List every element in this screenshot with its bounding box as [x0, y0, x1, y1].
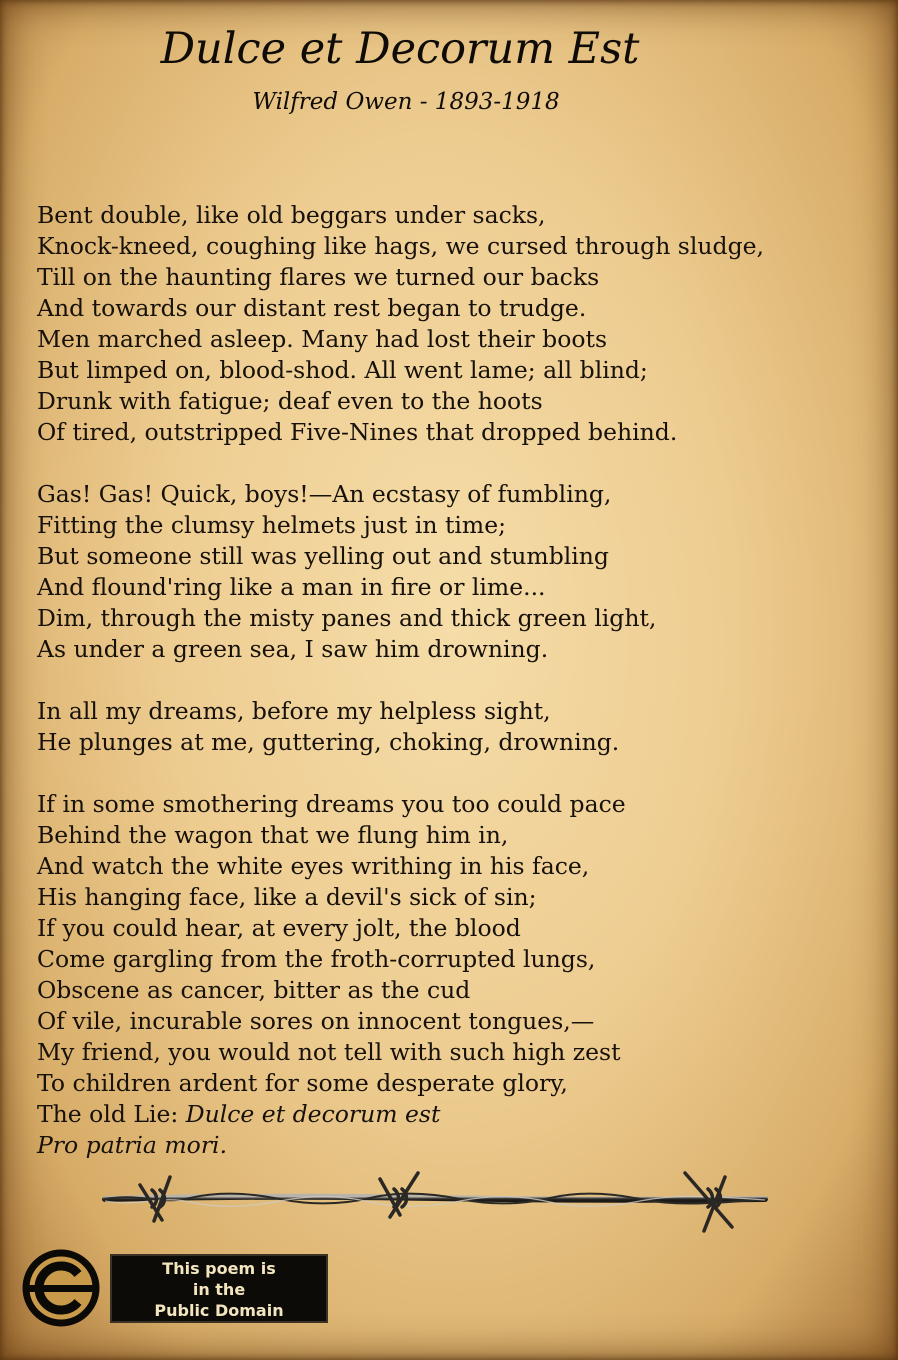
poem-author: Wilfred Owen - 1893-1918: [252, 89, 560, 115]
poem-line: If you could hear, at every jolt, the blood: [37, 914, 521, 942]
stanza-1: [37, 200, 887, 448]
stanza-divider: [37, 665, 887, 696]
barbed-wire-divider: [100, 1165, 770, 1235]
poem-line: Obscene as cancer, bitter as the cud: [37, 976, 471, 1004]
closing-prefix: The old Lie:: [37, 1100, 186, 1128]
poem-line: Of vile, incurable sores on innocent tongues,—: [37, 1007, 595, 1035]
poem-line: Knock-kneed, coughing like hags, we cursed through sludge,: [37, 232, 764, 260]
poem-line: He plunges at me, guttering, choking, drowning.: [37, 728, 620, 756]
poem-line: As under a green sea, I saw him drowning.: [37, 635, 549, 663]
poem-line: Behind the wagon that we flung him in,: [37, 821, 509, 849]
stanza-2: [37, 479, 887, 665]
poem-line: If in some smothering dreams you too could pace: [37, 790, 626, 818]
latin-phrase-1: Dulce et decorum est: [185, 1100, 441, 1128]
poem-line: In all my dreams, before my helpless sight,: [37, 697, 551, 725]
poem-line: My friend, you would not tell with such high zest: [37, 1038, 621, 1066]
poem-line: And flound'ring like a man in fire or lime...: [37, 573, 546, 601]
poem-title: Dulce et Decorum Est: [160, 24, 640, 74]
poem-line: Come gargling from the froth-corrupted lungs,: [37, 945, 596, 973]
poem-line: Fitting the clumsy helmets just in time;: [37, 511, 507, 539]
poem-line: Drunk with fatigue; deaf even to the hoots: [37, 387, 543, 415]
latin-phrase-2: Pro patria mori.: [37, 1131, 228, 1159]
badge-line-1: This poem is: [162, 1259, 276, 1278]
poem-line-closing: [37, 1099, 887, 1130]
poem-line: To children ardent for some desperate glory,: [37, 1069, 568, 1097]
public-domain-badge: [22, 1249, 332, 1327]
stanza-divider: [37, 758, 887, 789]
stanza-divider: [37, 448, 887, 479]
poem-line: But limped on, blood-shod. All went lame; all blind;: [37, 356, 648, 384]
poem-line: Till on the haunting flares we turned our backs: [37, 263, 600, 291]
public-domain-label: [110, 1254, 328, 1323]
poem-line: But someone still was yelling out and stumbling: [37, 542, 609, 570]
poem-line: His hanging face, like a devil's sick of sin;: [37, 883, 537, 911]
public-domain-icon: [22, 1249, 100, 1327]
badge-line-3: Public Domain: [154, 1301, 284, 1320]
poem-line: Bent double, like old beggars under sacks,: [37, 201, 546, 229]
poem-line: And watch the white eyes writhing in his face,: [37, 852, 590, 880]
poem-body: [37, 200, 887, 1161]
badge-line-2: in the: [192, 1280, 246, 1299]
poem-line: Dim, through the misty panes and thick green light,: [37, 604, 657, 632]
poem-line: Of tired, outstripped Five-Nines that dropped behind.: [37, 418, 678, 446]
stanza-3: [37, 696, 887, 758]
poem-line: Men marched asleep. Many had lost their boots: [37, 325, 608, 353]
stanza-4: [37, 789, 887, 1161]
poem-line: And towards our distant rest began to trudge.: [37, 294, 587, 322]
poem-line: Gas! Gas! Quick, boys!—An ecstasy of fumbling,: [37, 480, 612, 508]
